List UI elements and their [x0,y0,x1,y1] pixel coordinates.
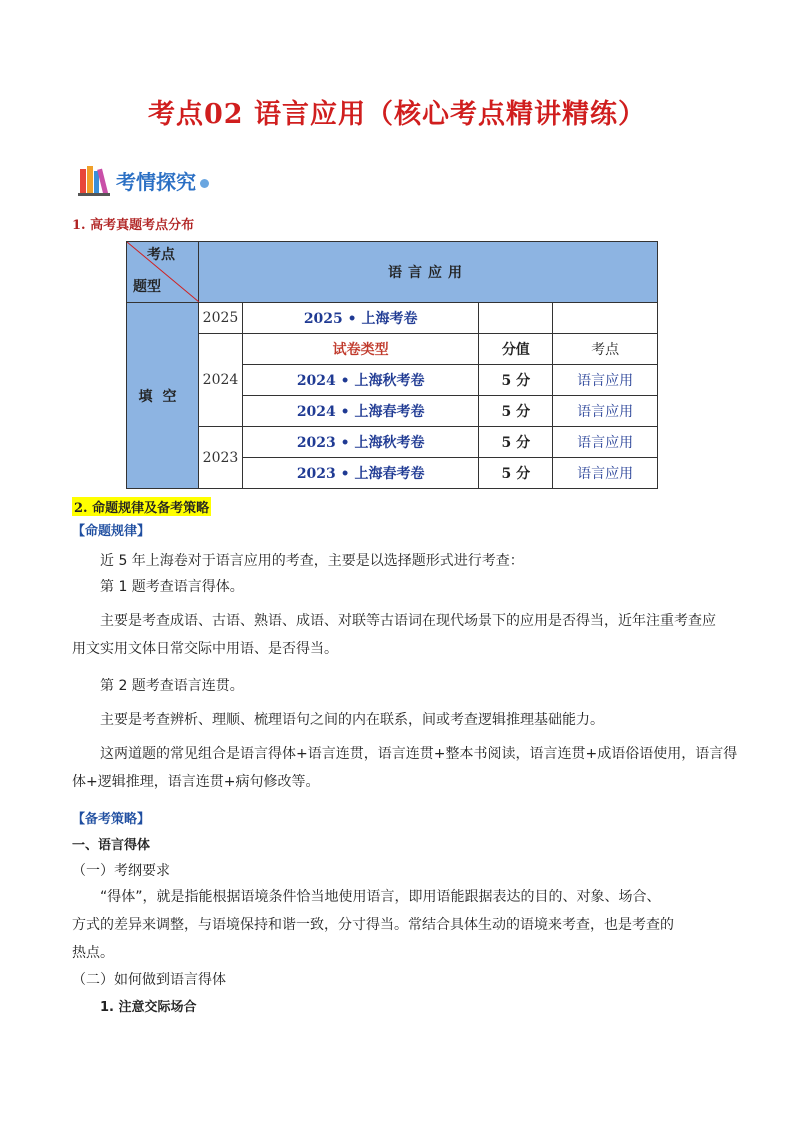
point-cell: 语言应用 [553,458,658,489]
table-header: 语言应用 [199,242,658,303]
rules-paragraph: 主要是考查成语、古语、熟语、成语、对联等古语词在现代场景下的应用是否得当，近年注重考查应 [100,613,716,629]
strategy-label: 【备考策略】 [72,812,151,827]
paper-cell: 2023 • 上海秋考卷 [243,427,479,458]
score-cell: 5 分 [479,427,553,458]
corner-bottom-label: 题型 [133,279,161,295]
strategy-item: 1. 注意交际场合 [100,1000,197,1015]
score-2025 [479,303,553,334]
rules-paragraph: 体+逻辑推理，语言连贯+病句修改等。 [72,774,320,790]
table-corner-cell [127,242,199,303]
score-cell: 5 分 [479,365,553,396]
strategy-subheading: （二）如何做到语言得体 [72,972,226,988]
strategy-paragraph: “得体”，就是指能根据语境条件恰当地使用语言，即用语能跟据表达的目的、对象、场合、 [100,889,661,905]
banner-title: 考情探究 [116,169,196,194]
rules-paragraph: 这两道题的常见组合是语言得体+语言连贯，语言连贯+整本书阅读，语言连贯+成语俗语使用，语言得 [100,746,738,762]
point-cell: 语言应用 [553,365,658,396]
paper-2025: 2025 • 上海考卷 [243,303,479,334]
section-banner [78,162,209,198]
strategy-heading: 一、语言得体 [72,838,151,853]
rules-paragraph: 第 1 题考查语言得体。 [100,579,244,595]
rules-paragraph: 近 5 年上海卷对于语言应用的考查，主要是以选择题形式进行考查： [100,553,524,569]
table-row [127,427,658,458]
col-paper-header: 试卷类型 [243,334,479,365]
year-2024: 2024 [199,334,243,427]
point-cell: 语言应用 [553,396,658,427]
paper-cell: 2024 • 上海春考卷 [243,396,479,427]
page-title: 考点02 语言应用（核心考点精讲精练） [148,99,646,130]
point-cell: 语言应用 [553,427,658,458]
col-score-header: 分值 [479,334,553,365]
year-2023: 2023 [199,427,243,489]
point-2025 [553,303,658,334]
score-cell: 5 分 [479,396,553,427]
rules-paragraph: 用文实用文体日常交际中用语、是否得当。 [72,641,338,657]
exam-distribution-table [126,241,658,489]
banner-dot-icon [200,179,209,188]
corner-top-label: 考点 [147,247,175,263]
col-point-header: 考点 [553,334,658,365]
question-type-cell: 填空 [127,303,199,489]
rules-label: 【命题规律】 [72,524,151,539]
paper-cell: 2023 • 上海春考卷 [243,458,479,489]
strategy-paragraph: 方式的差异来调整，与语境保持和谐一致，分寸得当。常结合具体生动的语境来考查，也是考查的 [72,917,674,933]
score-cell: 5 分 [479,458,553,489]
paper-cell: 2024 • 上海秋考卷 [243,365,479,396]
rules-paragraph: 第 2 题考查语言连贯。 [100,678,244,694]
books-icon [78,163,114,197]
year-2025: 2025 [199,303,243,334]
section1-heading: 1. 高考真题考点分布 [72,218,195,233]
rules-paragraph: 主要是考查辨析、理顺、梳理语句之间的内在联系，间或考查逻辑推理基础能力。 [100,712,604,728]
strategy-subheading: （一）考纲要求 [72,863,170,879]
strategy-paragraph: 热点。 [72,945,114,961]
section2-heading: 2. 命题规律及备考策略 [72,497,211,516]
